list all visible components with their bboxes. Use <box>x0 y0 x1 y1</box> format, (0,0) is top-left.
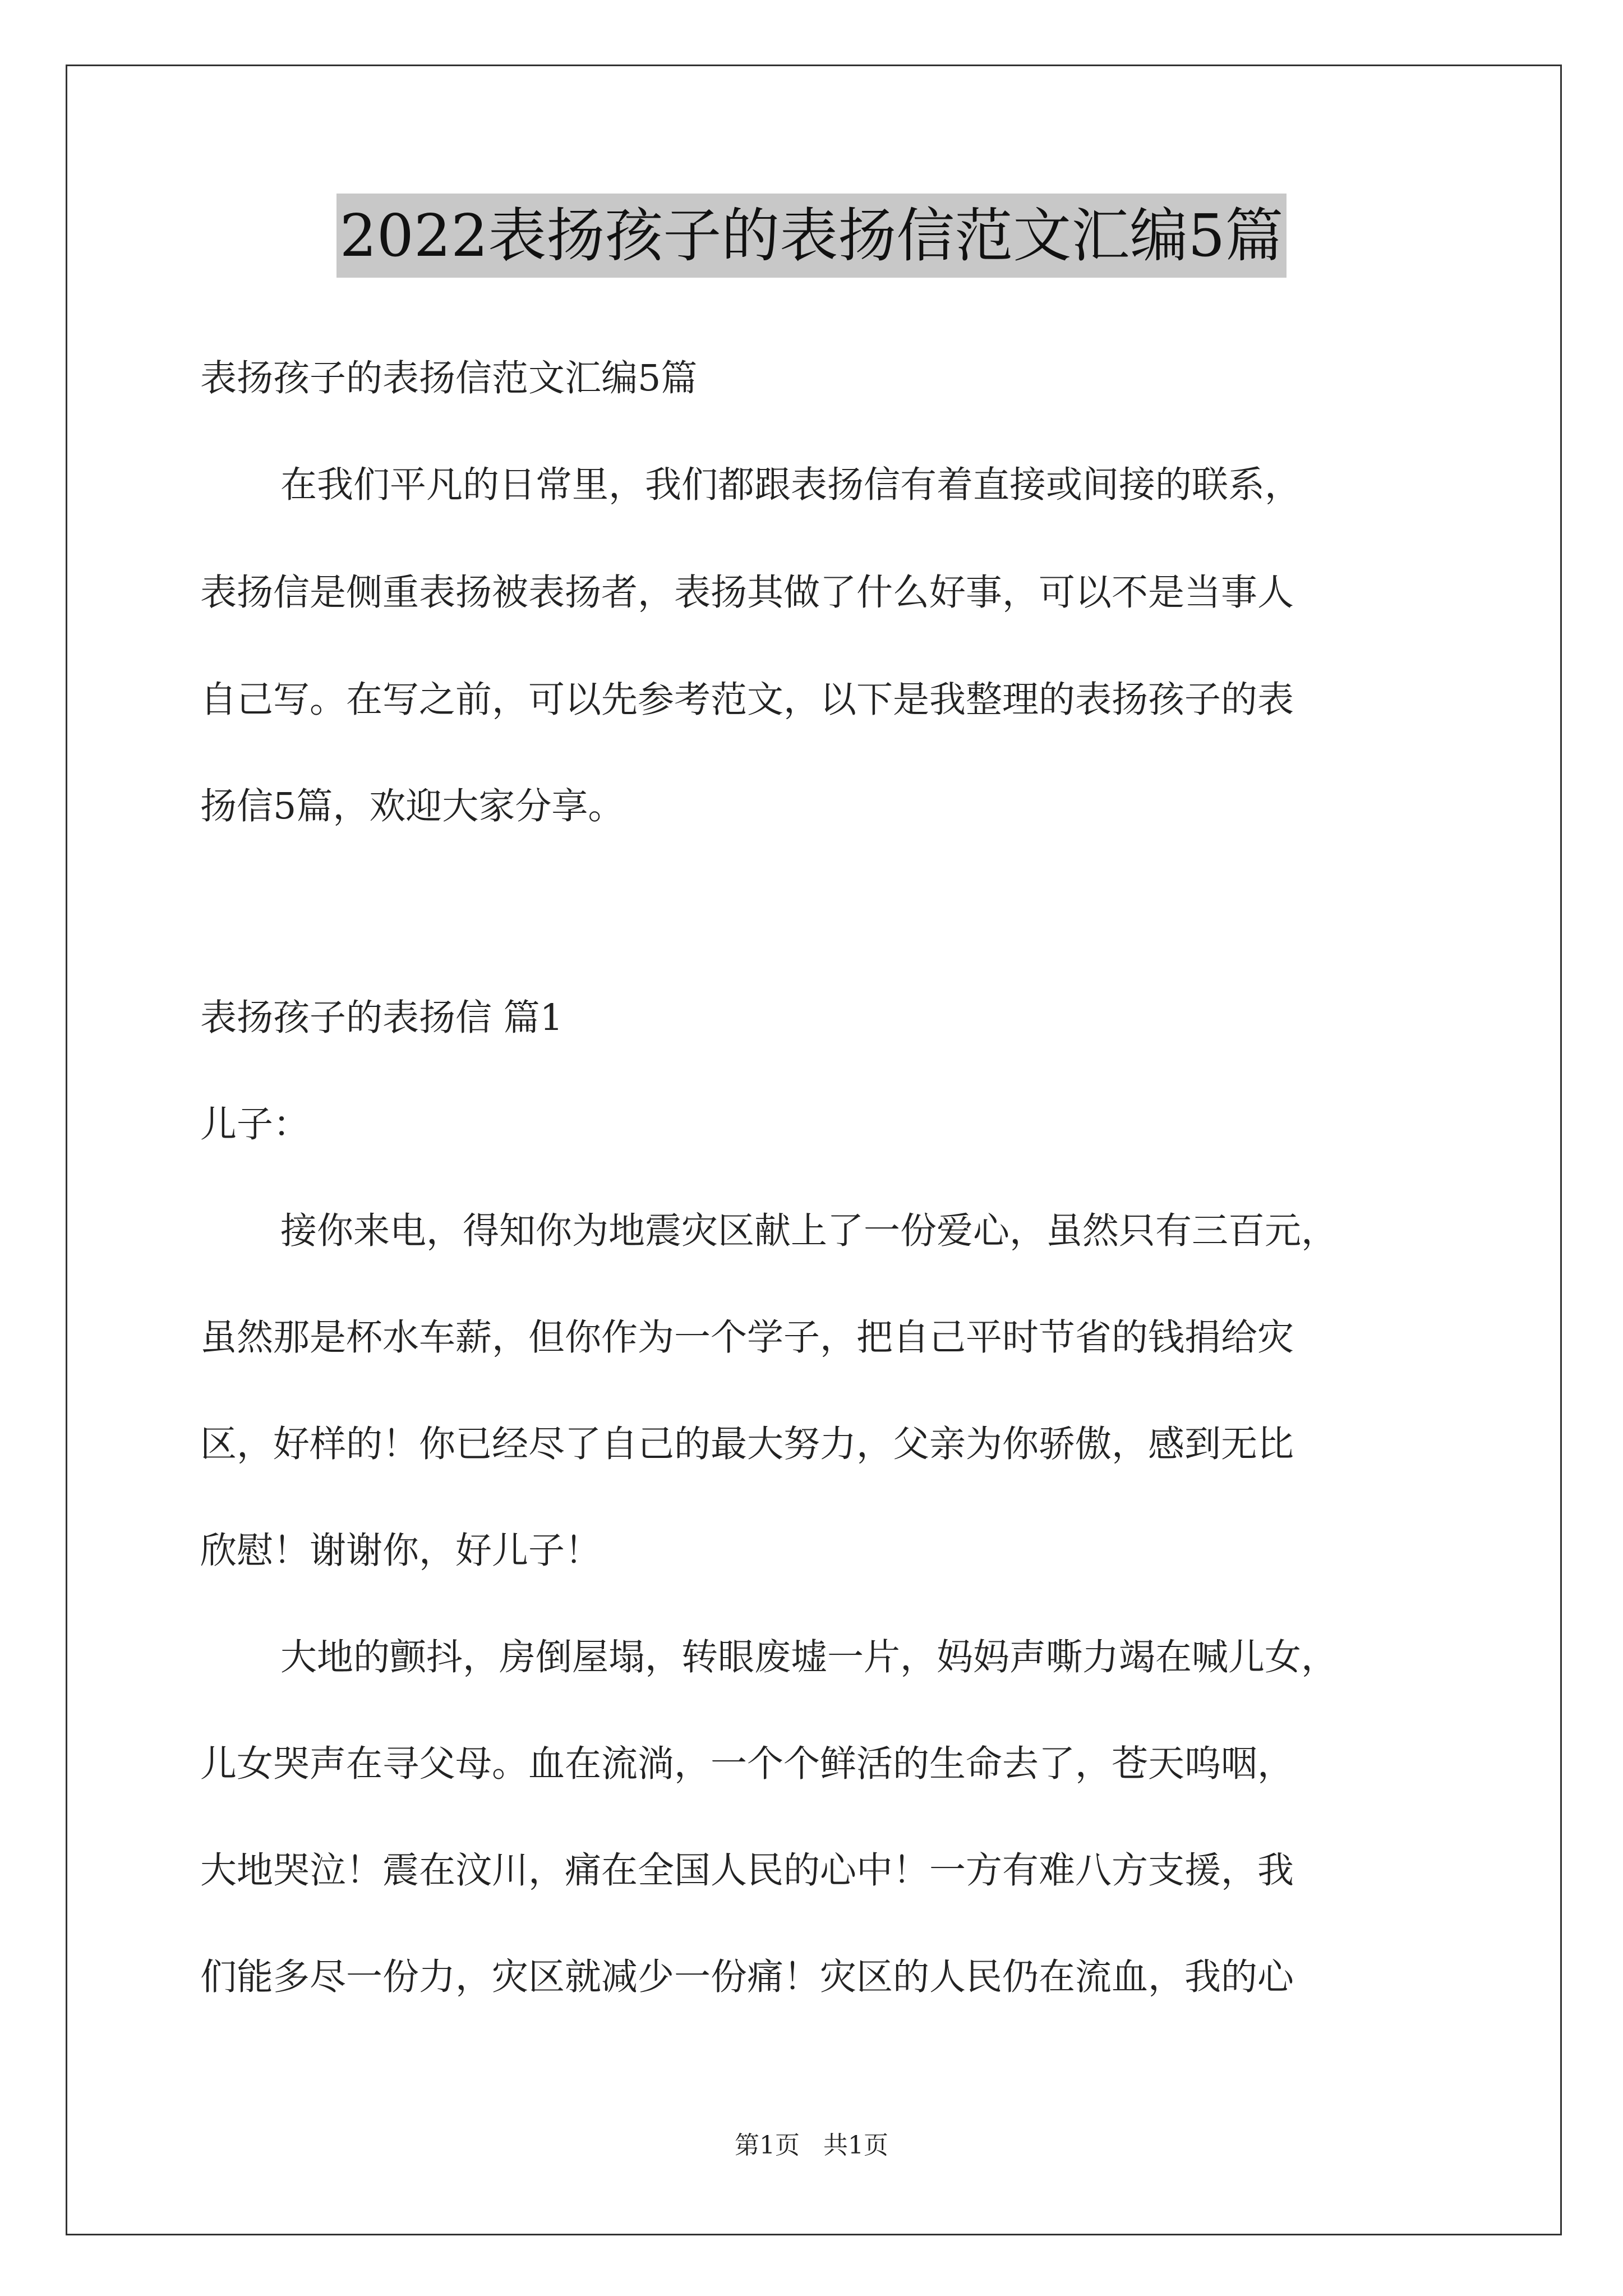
body-line: 大地哭泣！震在汶川，痛在全国人民的心中！一方有难八方支援，我 <box>200 1849 1294 1892</box>
body-line: 虽然那是杯水车薪，但你作为一个学子，把自己平时节省的钱捐给灾 <box>200 1317 1294 1359</box>
page-footer: 第1页 共1页 <box>735 2131 888 2160</box>
section-heading: 表扬孩子的表扬信 篇1 <box>200 997 564 1039</box>
body-line: 大地的颤抖，房倒屋塌，转眼废墟一片，妈妈声嘶力竭在喊儿女， <box>280 1636 1338 1678</box>
salutation: 儿子： <box>200 1103 310 1145</box>
document-subtitle: 表扬孩子的表扬信范文汇编5篇 <box>200 357 698 399</box>
intro-line: 扬信5篇，欢迎大家分享。 <box>200 785 625 827</box>
body-line: 儿女哭声在寻父母。血在流淌，一个个鲜活的生命去了，苍天呜咽， <box>200 1743 1294 1785</box>
body-line: 接你来电，得知你为地震灾区献上了一份爱心，虽然只有三百元， <box>280 1210 1338 1252</box>
intro-line: 在我们平凡的日常里，我们都跟表扬信有着直接或间接的联系， <box>280 464 1302 506</box>
intro-line: 表扬信是侧重表扬被表扬者，表扬其做了什么好事，可以不是当事人 <box>200 572 1294 614</box>
body-line: 们能多尽一份力，灾区就减少一份痛！灾区的人民仍在流血，我的心 <box>200 1956 1294 1998</box>
title-container <box>0 194 1623 278</box>
intro-line: 自己写。在写之前，可以先参考范文，以下是我整理的表扬孩子的表 <box>200 679 1294 721</box>
body-line: 区，好样的！你已经尽了自己的最大努力，父亲为你骄傲，感到无比 <box>200 1423 1294 1465</box>
document-title: 2022表扬孩子的表扬信范文汇编5篇 <box>336 194 1287 278</box>
body-line: 欣慰！谢谢你，好儿子！ <box>200 1530 602 1572</box>
